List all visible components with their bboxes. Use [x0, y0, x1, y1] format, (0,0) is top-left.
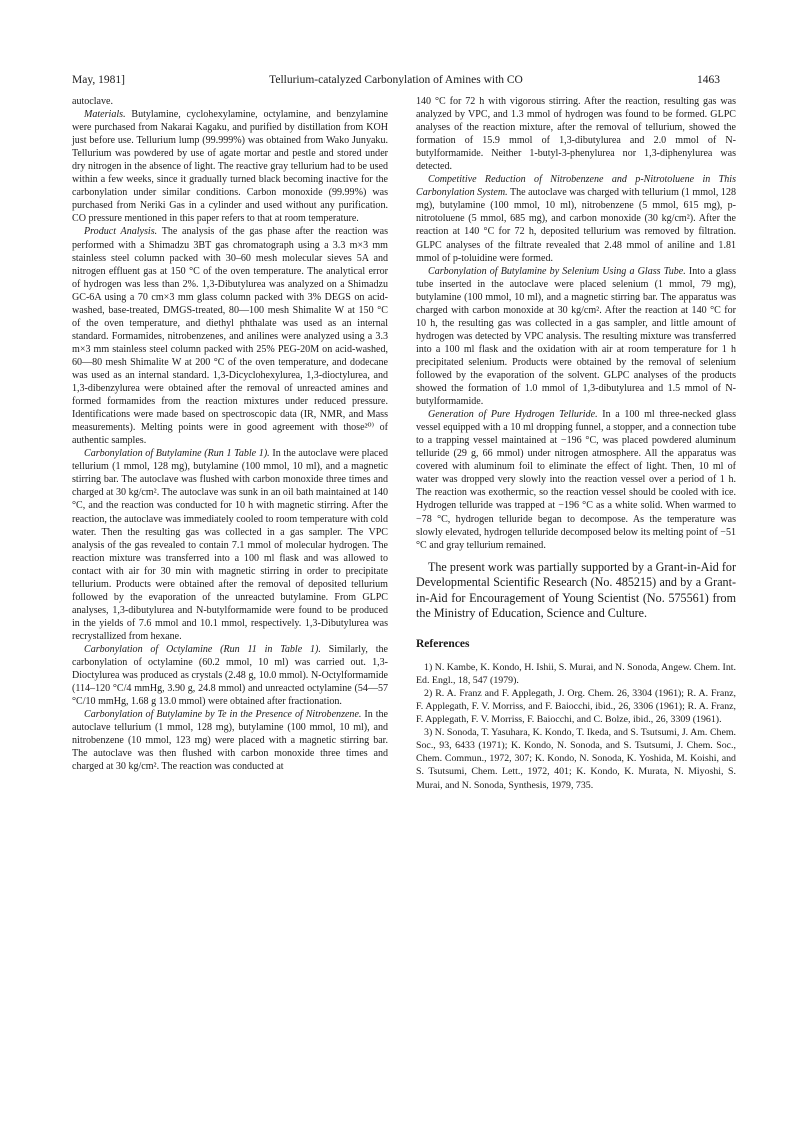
paragraph-text: In a 100 ml three-necked glass vessel equipped with a 10 ml dropping funnel, a stopper, and a connection tube to a trapping vessel maintained at −196 °C, was placed powdered aluminum telluride (29 g, 66 mmol) under nitrogen atmosphere. All the apparatus was covered with aluminum foil to eliminate the effect of light. Then, 10 ml of water was dropped very slowly into the reaction vessel over a period of 1 h. The reaction was exothermic, so the reaction vessel should be cooled with ice. Hydrogen telluride was trapped at −196 °C as a white solid. When warmed to −78 °C, hydrogen telluride began to decompose. As the temperature was slowly elevated, hydrogen telluride decomposed below its melting point of −51 °C and gray tellurium remained.: [416, 409, 736, 551]
running-header: [72, 74, 720, 90]
subsection-heading: Carbonylation of Butylamine by Te in the Presence of Nitrobenzene.: [84, 709, 362, 721]
paragraph-materials: [72, 108, 388, 225]
paragraph-text: In the autoclave tellurium (1 mmol, 128 mg), butylamine (100 mmol, 10 ml), and nitrobenzene (10 mmol, 123 mg) were placed with a magnetic stirring bar. The autoclave was then flushed with carbon monoxide three times and charged at 30 kg/cm². The reaction was conducted at: [72, 709, 388, 773]
subsection-heading: Generation of Pure Hydrogen Telluride.: [428, 409, 598, 421]
subsection-heading: Product Analysis.: [84, 226, 158, 238]
paragraph-hydrogen-telluride: [416, 408, 736, 552]
paragraph-continuation: 140 °C for 72 h with vigorous stirring. After the reaction, resulting gas was analyzed by VPC, and 1.3 mmol of hydrogen was found to be formed. GLPC analyses of the reaction mixture, after the removal of tellurium, showed the formation of 15.9 mmol of 1,3-dibutylurea and 2.0 mmol of N-butylformamide. Neither 1-butyl-3-phenylurea nor 1,3-diphenylurea was detected.: [416, 96, 736, 173]
subsection-heading: Carbonylation of Butylamine by Selenium Using a Glass Tube.: [428, 265, 686, 277]
paragraph-butylamine: [72, 447, 388, 643]
paragraph-continuation: autoclave.: [72, 96, 114, 107]
page-number: 1463: [697, 74, 720, 86]
paragraph-selenium: [416, 265, 736, 409]
references-list: [416, 661, 736, 792]
paragraph-text: The analysis of the gas phase after the reaction was performed with a Shimadzu 3BT gas chromatograph using a 3.3 m×3 mm stainless steel column packed with 30–60 mesh molecular sieves 5A and nitrogen effluent gas at 150 °C of the oven temperature. The analytical error of hydrogen was less than 2%. 1,3-Dibutylurea was analyzed on a Shimadzu GC-6A using a 70 cm×3 mm glass column packed with 3% DEGS on acid-washed, base-treated, DMGS-treated, 80—100 mesh Shimalite W at 150 °C of the oven temperature, and diethyl phthalate was used as an internal standard. Formamides, nitrobenzenes, and anilines were analyzed using a 3.3 m×3 mm stainless steel column packed with 25% PEG-20M on acid-washed, 60—80 mesh Shimalite W at 200 °C of the oven temperature, and dodecane was used as an internal standard. 1,3-Dicyclohexylurea, 1,3-dioctylurea, and 1,3-dibenzylurea were obtained after the removal of unreacted amines and formed formamides from the reaction mixtures under reduced pressure. Identifications were made based on spectroscopic data (IR, NMR, and Mass measurements). Melting points were in good agreement with those²⁰⁾ of authentic samples.: [72, 226, 388, 447]
reference-item: 2) R. A. Franz and F. Applegath, J. Org. Chem. 26, 3304 (1961); R. A. Franz, F. Applegath, F. V. Morriss, and F. Baiocchi, ibid., 26, 3306 (1961); R. A. Franz, F. Applegath, F. V. Morriss, F. Baiocchi, and C. Bolze, ibid., 26, 3309 (1961).: [416, 687, 736, 726]
paragraph-text: Into a glass tube inserted in the autoclave were placed selenium (1 mmol, 79 mg), butylamine (100 mmol, 10 ml), and a magnetic stirring bar. The apparatus was charged with carbon monoxide at 30 kg/cm². After the reaction at 140 °C for 10 h, the resulting gas was collected in a gas sampler, and little amount of hydrogen was detected by VPC analysis. The resulting mixture was transferred into a 100 ml flask and the oxidation with air at room temperature for 1 h precipitated selenium. Products were obtained by the removal of selenium followed by the evaporation of the solvent. GLPC analyses of the products showed the formation of 1.0 mmol of 1,3-dibutylurea and 1.5 mmol of N-butylformamide.: [416, 265, 736, 408]
subsection-heading: Competitive Reduction of Nitrobenzene and p-Nitrotoluene in This Carbonylation System.: [416, 174, 736, 199]
references-heading: References: [416, 637, 470, 650]
paragraph-text: The autoclave was charged with tellurium (1 mmol, 128 mg), butylamine (100 mmol, 10 ml), nitrobenzene (5 mmol, 615 mg), p-nitrotoluene (5 mmol, 685 mg), and carbon monoxide (30 kg/cm²). After the reaction at 140 °C for 72 h, deposited tellurium was removed by filtration. GLPC analyses of the filtrate revealed that 2.48 mmol of aniline and 1.81 mmol of p-toluidine were formed.: [416, 187, 736, 264]
paragraph-octylamine: [72, 643, 388, 708]
acknowledgement: The present work was partially supported by a Grant-in-Aid for Developmental Scientific Research (No. 485215) and by a Grant-in-Aid for Encouragement of Young Scientist (No. 575561) from the Ministry of Education, Science and Culture.: [416, 559, 736, 621]
subsection-heading: Carbonylation of Octylamine (Run 11 in Table 1).: [84, 643, 321, 655]
reference-item: 1) N. Kambe, K. Kondo, H. Ishii, S. Murai, and N. Sonoda, Angew. Chem. Int. Ed. Engl., 18, 547 (1979).: [416, 661, 736, 686]
reference-item: 3) N. Sonoda, T. Yasuhara, K. Kondo, T. Ikeda, and S. Tsutsumi, J. Am. Chem. Soc., 93, 6433 (1971); K. Kondo, N. Sonoda, and S. Tsutsumi, J. Chem. Soc., Chem. Commun., 1972, 307; K. Kondo, N. Sonoda, K. Yoshida, M. Koishi, and S. Tsutsumi, Chem. Lett., 1972, 401; K. Kondo, K. Murata, N. Miyoshi, S. Murai, and N. Sonoda, Synthesis, 1979, 735.: [416, 727, 736, 791]
subsection-heading: Carbonylation of Butylamine (Run 1 Table 1).: [84, 448, 270, 460]
issue-date: May, 1981]: [72, 74, 125, 86]
paragraph-text: Similarly, the carbonylation of octylamine (60.2 mmol, 10 ml) was carried out. 1,3-Dioctylurea was produced as crystals (2.48 g, 10.0 mmol). N-Octylformamide (114–120 °C/4 mmHg, 3.90 g, 24.8 mmol) and unreacted octylamine (54—57 °C/10 mmHg, 1.68 g 13.0 mmol) were obtained after fractionation.: [72, 643, 388, 708]
paragraph-nitrobenzene: [72, 708, 388, 773]
running-title: Tellurium-catalyzed Carbonylation of Amines with CO: [269, 74, 523, 86]
paragraph-competitive-reduction: [416, 173, 736, 264]
paragraph-product-analysis: [72, 225, 388, 447]
right-column: [416, 95, 736, 792]
subsection-heading: Materials.: [84, 109, 126, 121]
left-column: [72, 95, 388, 773]
paragraph-text: Butylamine, cyclohexylamine, octylamine, and benzylamine were purchased from Nakarai Kagaku, and purified by distillation from KOH just before use. Tellurium lump (99.999%) was obtained from Wako Junyaku. Tellurium was powdered by use of agate mortar and pestle and stored under dry nitrogen in the absence of light. The reactive gray tellurium had to be used within a few weeks, since it gradually turned black becoming inactive for the carbonylation under similar conditions. Carbon monoxide (99.99%) was purchased from Neriki Gas in a cylinder and used without any purification. CO pressure mentioned in this paper refers to that at room temperature.: [72, 109, 388, 225]
paragraph-text: In the autoclave were placed tellurium (1 mmol, 128 mg), butylamine (100 mmol, 10 ml), and a magnetic stirring bar. The autoclave was flushed with carbon monoxide three times and charged at 30 kg/cm². The autoclave was sunk in an oil bath maintained at 140 °C, and the reaction was conducted for 10 h with magnetic stirring. After the reaction, the autoclave was immediately cooled to room temperature with cold water. Then the resulting gas was collected in a gas sampler. The VPC analysis of the gas revealed to contain 7.1 mmol of molecular hydrogen. The reaction mixture was transferred into a 100 ml flask and was allowed to contact with air for 30 min with magnetic stirring in order to precipitate tellurium. Products were obtained after the removal of deposited tellurium followed by the evaporation of the unreacted butylamine. From GLPC analyses, 1,3-dibutylurea and N-butylformamide were found to be produced in the yields of 7.6 mmol and 10.1 mmol, respectively. 1,3-Dibutylurea was recrystallized from hexane.: [72, 448, 388, 642]
